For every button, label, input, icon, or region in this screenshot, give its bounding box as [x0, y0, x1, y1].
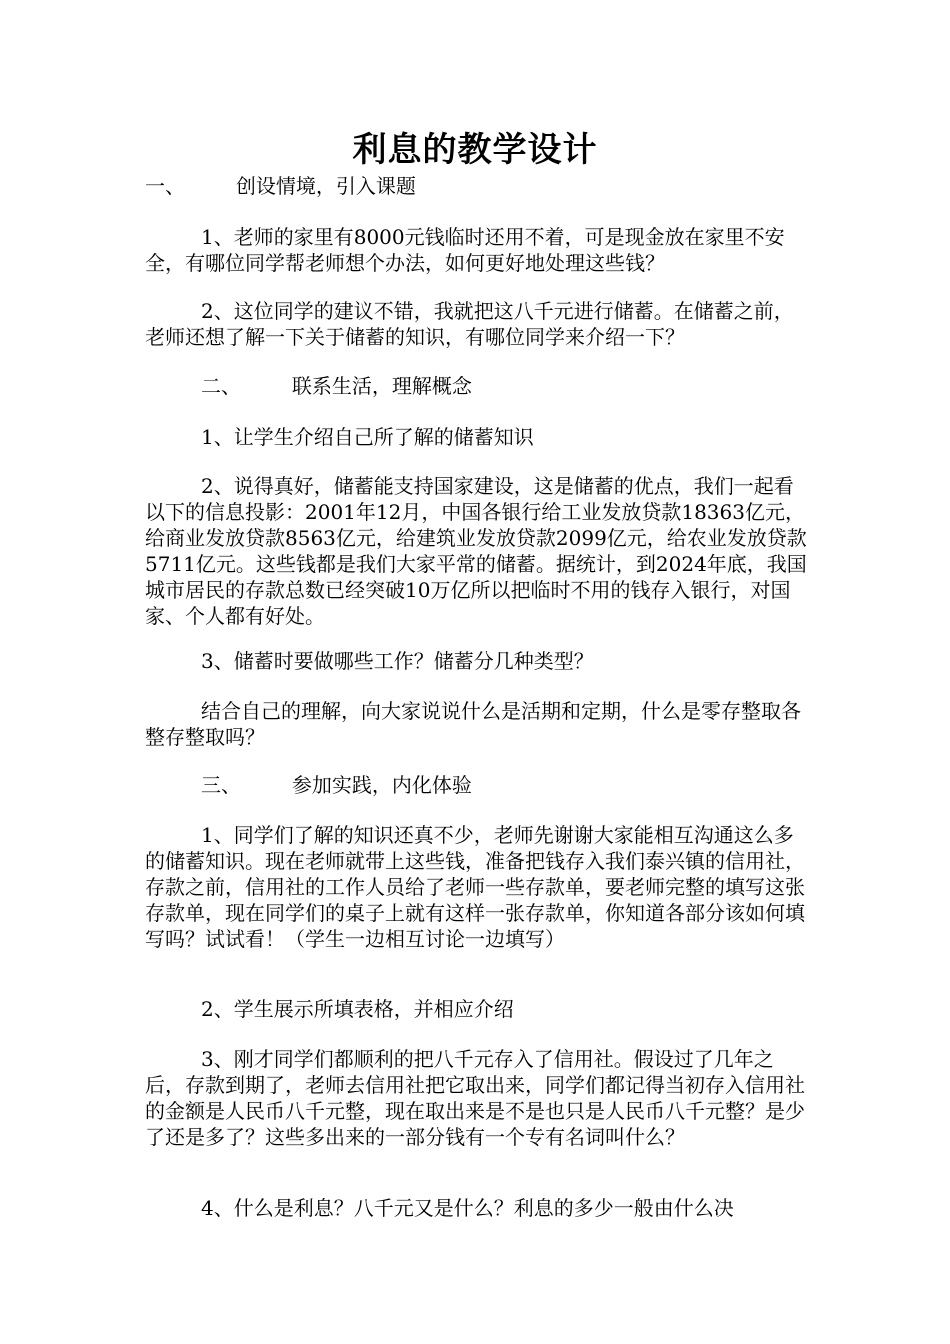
paragraph-4: 2、说得真好，储蓄能支持国家建设，这是储蓄的优点，我们一起看以下的信息投影：2001年12月，中国各银行给工业发放贷款18363亿元，给商业发放贷款8563亿元，给建筑业发放贷款2099亿元，给农业发放贷款5711亿元。这些钱都是我们大家平常的储蓄。据统计，到2024年底，我国城市居民的存款总数已经突破10万亿所以把临时不用的钱存入银行，对国家、个人都有好处。 — [145, 474, 807, 628]
paragraph-8: 2、学生展示所填表格，并相应介绍 — [201, 997, 514, 1021]
section-heading-2: 二、 联系生活，理解概念 — [201, 374, 472, 398]
paragraph-1: 1、老师的家里有8000元钱临时还用不着，可是现金放在家里不安全，有哪位同学帮老师想个办法，如何更好地处理这些钱？ — [145, 225, 785, 275]
paragraph-3: 1、让学生介绍自己所了解的储蓄知识 — [201, 425, 534, 449]
page-title: 利息的教学设计 — [352, 130, 598, 170]
paragraph-6: 结合自己的理解，向大家说说什么是活期和定期，什么是零存整取各整存整取吗？ — [145, 699, 801, 749]
paragraph-2: 2、这位同学的建议不错，我就把这八千元进行储蓄。在储蓄之前，老师还想了解一下关于储蓄的知识，有哪位同学来介绍一下？ — [145, 299, 794, 349]
paragraph-9: 3、刚才同学们都顺利的把八千元存入了信用社。假设过了几年之后，存款到期了，老师去信用社把它取出来，同学们都记得当初存入信用社的金额是人民币八千元整，现在取出来是不是也只是人民币八千元整？是少了还是多了？这些多出来的一部分钱有一个专有名词叫什么？ — [145, 1047, 805, 1149]
section-heading-1: 一、 创设情境，引入课题 — [145, 174, 416, 198]
paragraph-5: 3、储蓄时要做哪些工作？储蓄分几种类型？ — [201, 649, 594, 673]
paragraph-7: 1、同学们了解的知识还真不少，老师先谢谢大家能相互沟通这么多的储蓄知识。现在老师就带上这些钱，准备把钱存入我们泰兴镇的信用社，存款之前，信用社的工作人员给了老师一些存款单，要老师完整的填写这张存款单，现在同学们的桌子上就有这样一张存款单，你知道各部分该如何填写吗？试试看！（学生一边相互讨论一边填写） — [145, 823, 805, 951]
paragraph-10: 4、什么是利息？八千元又是什么？利息的多少一般由什么决 — [201, 1196, 734, 1220]
section-heading-3: 三、 参加实践，内化体验 — [201, 773, 472, 797]
